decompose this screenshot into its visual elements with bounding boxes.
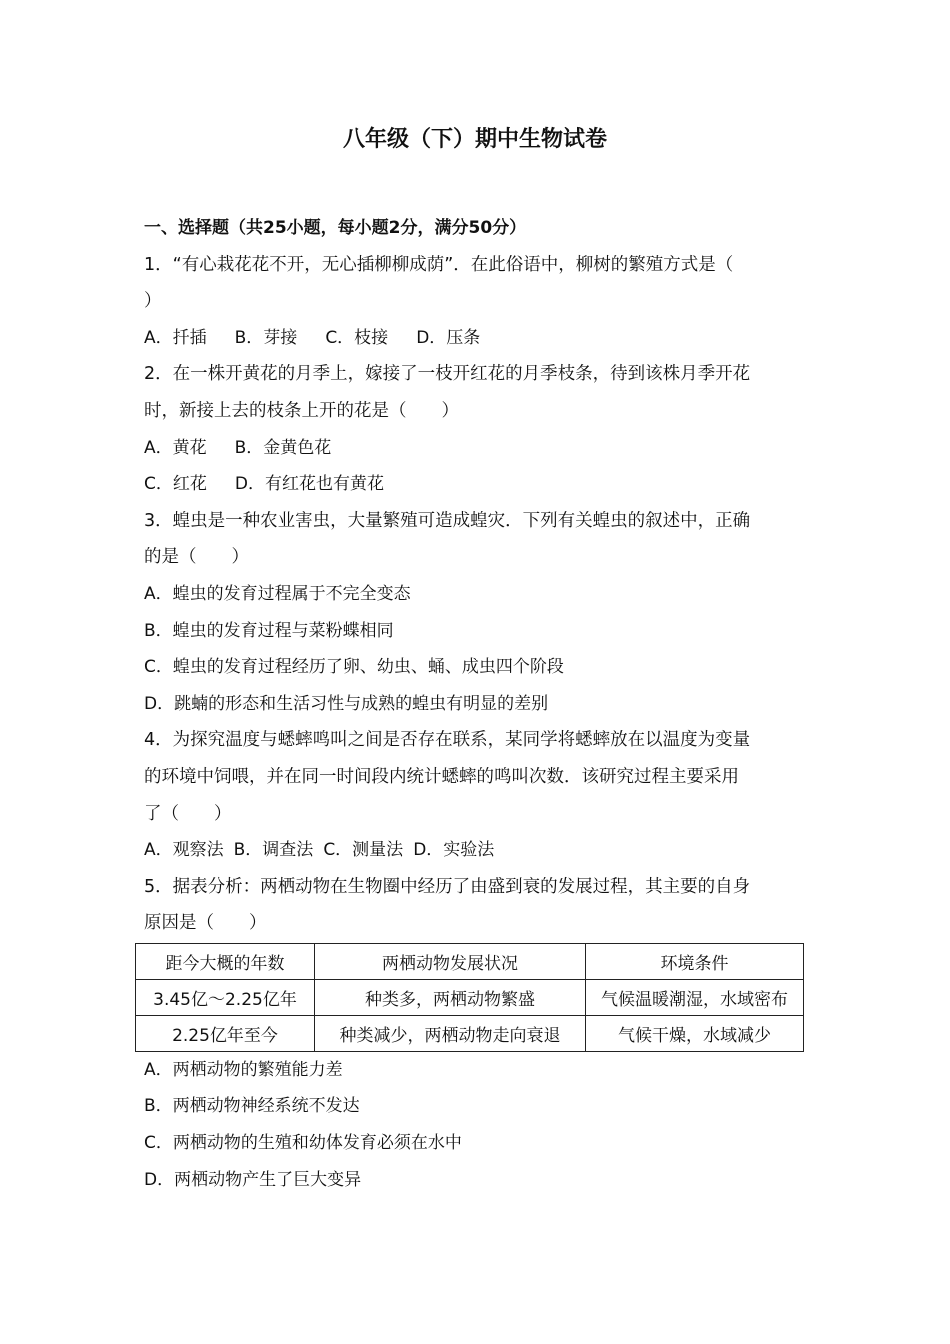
- question-1-text-cont: ）: [144, 291, 162, 312]
- question-2-text-cont: 时，新接上去的枝条上开的花是（ ）: [144, 400, 459, 421]
- option-d: D．实验法: [413, 840, 495, 861]
- question-5-text-cont: 原因是（ ）: [144, 913, 267, 934]
- option-a: A．两栖动物的繁殖能力差: [144, 1059, 343, 1080]
- option-b: B．两栖动物神经系统不发达: [144, 1096, 360, 1117]
- question-1-options: [144, 320, 806, 357]
- question-4-text-cont: 的环境中饲喂，并在同一时间段内统计蟋蟀的鸣叫次数．该研究过程主要采用: [144, 766, 739, 787]
- question-3-text: 3．蝗虫是一种农业害虫，大量繁殖可造成蝗灾．下列有关蝗虫的叙述中，正确: [144, 510, 751, 531]
- option-b: B．芽接: [234, 327, 298, 348]
- question-5-text: 5．据表分析：两栖动物在生物圈中经历了由盛到衰的发展过程，其主要的自身: [144, 876, 751, 897]
- table-cell: 2.25亿年至今: [136, 1015, 315, 1051]
- option-d: D．两栖动物产生了巨大变异: [144, 1169, 362, 1190]
- table-cell: 种类减少，两栖动物走向衰退: [315, 1015, 586, 1051]
- question-4-text: 4．为探究温度与蟋蟀鸣叫之间是否存在联系，某同学将蟋蟀放在以温度为变量: [144, 730, 751, 751]
- question-4-options: [144, 832, 806, 869]
- question-1-text: 1．“有心栽花花不开，无心插柳柳成荫”．在此俗语中，柳树的繁殖方式是（: [144, 254, 734, 275]
- option-b: B．蝗虫的发育过程与菜粉蝶相同: [144, 620, 394, 641]
- table-cell: 3.45亿～2.25亿年: [136, 979, 315, 1015]
- table-row: [136, 1015, 804, 1051]
- question-2-options-row-1: [144, 430, 806, 467]
- option-d: D．压条: [416, 327, 481, 348]
- option-c: C．两栖动物的生殖和幼体发育必须在水中: [144, 1133, 462, 1154]
- option-c: C．测量法: [323, 840, 404, 861]
- option-d: D．跳蝻的形态和生活习性与成熟的蝗虫有明显的差别: [144, 693, 549, 714]
- option-c: C．枝接: [325, 327, 389, 348]
- table-header-cell: 环境条件: [586, 943, 804, 979]
- table-cell: 气候干燥，水域减少: [586, 1015, 804, 1051]
- option-d: D．有红花也有黄花: [234, 474, 384, 495]
- exam-content: [144, 210, 806, 1198]
- table-header-cell: 距今大概的年数: [136, 943, 315, 979]
- question-2-options-row-2: [144, 466, 806, 503]
- page-title: 八年级（下）期中生物试卷: [342, 127, 607, 152]
- option-a: A．扦插: [144, 327, 207, 348]
- question-4-text-cont-2: 了（ ）: [144, 803, 232, 824]
- table-cell: 种类多，两栖动物繁盛: [315, 979, 586, 1015]
- section-heading: 一、选择题（共25小题，每小题2分，满分50分）: [144, 218, 527, 238]
- option-c: C．蝗虫的发育过程经历了卵、幼虫、蛹、成虫四个阶段: [144, 657, 564, 678]
- option-a: A．观察法: [144, 840, 224, 861]
- question-3-text-cont: 的是（ ）: [144, 547, 249, 568]
- option-b: B．调查法: [233, 840, 314, 861]
- question-2-text: 2．在一株开黄花的月季上，嫁接了一枝开红花的月季枝条，待到该株月季开花: [144, 364, 751, 385]
- option-a: A．蝗虫的发育过程属于不完全变态: [144, 583, 411, 604]
- option-c: C．红花: [144, 474, 207, 495]
- option-a: A．黄花: [144, 437, 207, 458]
- amphibian-history-table: [135, 943, 804, 1052]
- option-b: B．金黄色花: [234, 437, 332, 458]
- table-header-row: [136, 943, 804, 979]
- table-row: [136, 979, 804, 1015]
- table-cell: 气候温暖潮湿，水域密布: [586, 979, 804, 1015]
- table-header-cell: 两栖动物发展状况: [315, 943, 586, 979]
